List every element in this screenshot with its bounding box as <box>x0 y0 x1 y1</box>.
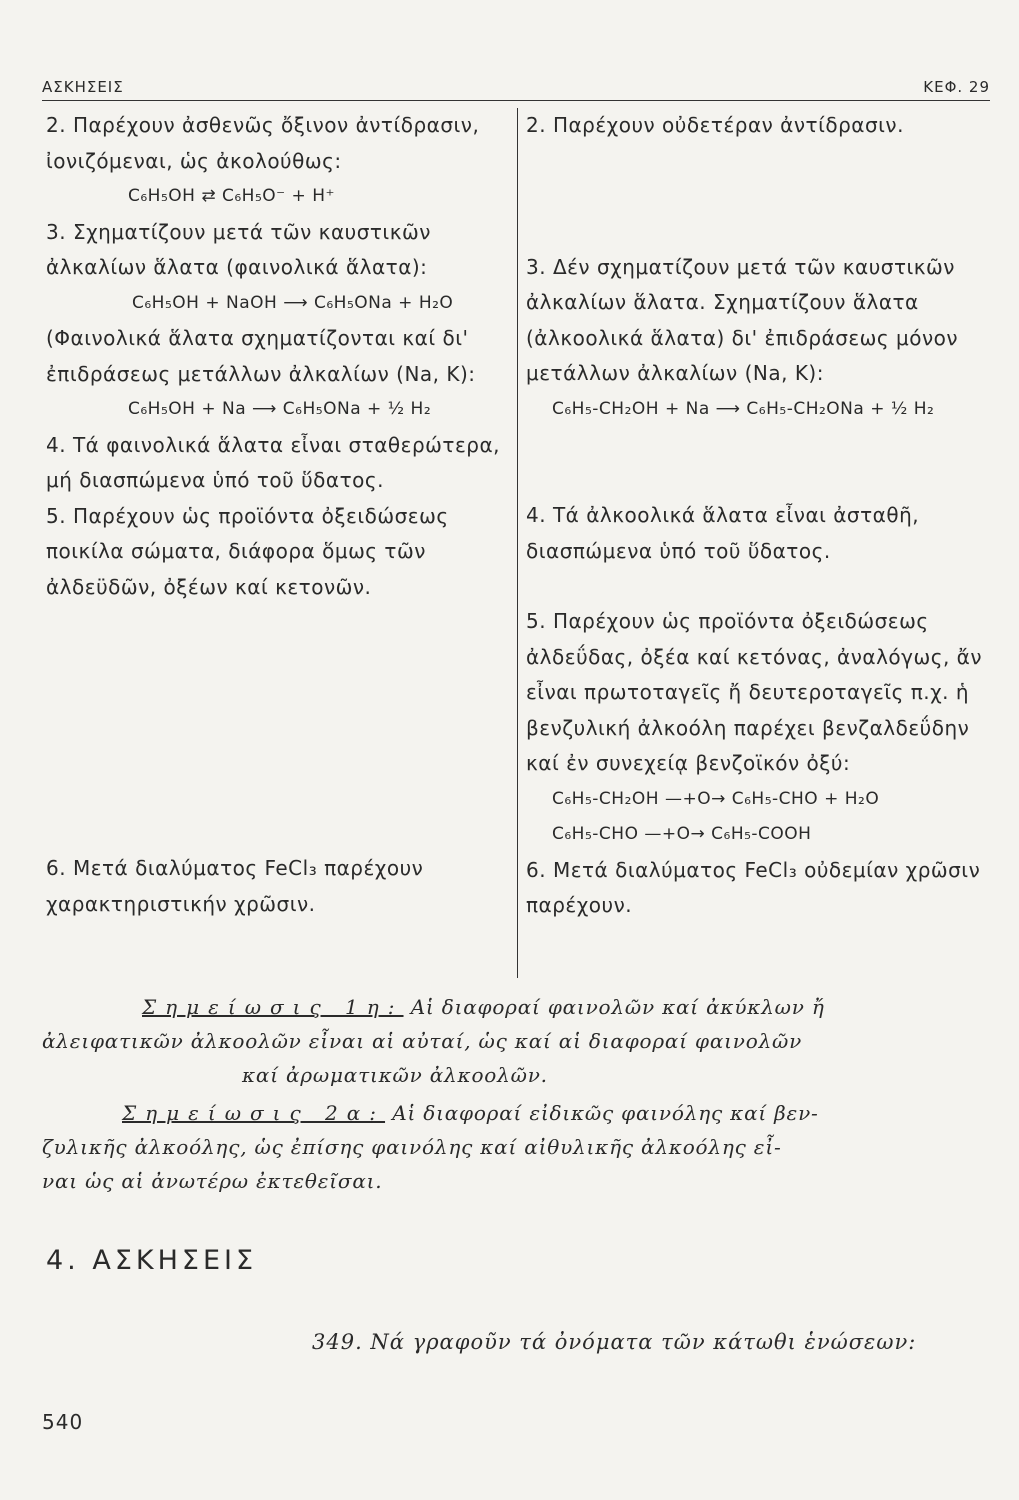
exercise-349: 349. Νά γραφοῦν τά ὀνόματα τῶν κάτωθι ἑνώσεων: <box>312 1330 917 1354</box>
note-2-line-2: ζυλικῆς ἀλκοόλης, ὡς ἐπίσης φαινόλης καί αἰθυλικῆς ἀλκοόλης εἶ- <box>42 1135 782 1159</box>
note-1 <box>42 990 990 1092</box>
header-chapter: ΚΕΦ. 29 <box>923 78 990 96</box>
phenols-point-2: 2. Παρέχουν ἀσθενῶς ὄξινον ἀντίδρασιν, ἰονιζόμεναι, ὡς ἀκολούθως: <box>46 113 480 173</box>
phenols-point-3b: (Φαινολικά ἅλατα σχηματίζονται καί δι' ἐπιδράσεως μετάλλων ἀλκαλίων (Na, K): <box>46 326 476 386</box>
phenols-equation-na: C₆H₅OH + Na ⟶ C₆H₅ONa + ½ H₂ <box>128 399 432 419</box>
note-2 <box>42 1096 990 1198</box>
note-2-line-3: ναι ὡς αἱ ἀνωτέρω ἐκτεθεῖσαι. <box>42 1169 383 1193</box>
alcohols-point-4: 4. Τά ἀλκοολικά ἅλατα εἶναι ἀσταθῆ, διασπώμενα ὑπό τοῦ ὕδατος. <box>526 503 920 563</box>
column-divider <box>517 108 518 978</box>
note-1-line-2: ἀλειφατικῶν ἀλκοολῶν εἶναι αἱ αὐταί, ὡς καί αἱ διαφοραί φαινολῶν <box>42 1029 803 1053</box>
note-2-title: Σημείωσις 2α: <box>122 1101 386 1125</box>
note-1-line-3: καί ἀρωματικῶν ἀλκοολῶν. <box>242 1063 548 1087</box>
header-section-title: ΑΣΚΗΣΕΙΣ <box>42 78 124 96</box>
phenols-point-5: 5. Παρέχουν ὡς προϊόντα ὀξειδώσεως ποικίλα σώματα, διάφορα ὅμως τῶν ἀλδεϋδῶν, ὀξέων καί κετονῶν. <box>46 503 449 599</box>
notes-block <box>42 990 990 1198</box>
phenols-equation-naoh: C₆H₅OH + NaOH ⟶ C₆H₅ONa + H₂O <box>132 292 454 313</box>
alcohols-point-6: 6. Μετά διαλύματος FeCl₃ οὐδεμίαν χρῶσιν παρέχουν. <box>526 857 981 917</box>
alcohols-equation-na: C₆H₅-CH₂OH + Na ⟶ C₆H₅-CH₂ONa + ½ H₂ <box>552 398 935 419</box>
phenols-point-3: 3. Σχηματίζουν μετά τῶν καυστικῶν ἀλκαλίων ἅλατα (φαινολικά ἅλατα): <box>46 219 431 279</box>
phenols-column <box>46 108 508 922</box>
alcohols-point-2: 2. Παρέχουν οὐδετέραν ἀντίδρασιν. <box>526 113 904 137</box>
page-number: 540 <box>42 1410 84 1434</box>
running-header <box>42 78 990 96</box>
alcohols-equation-oxidation-1: C₆H₅-CH₂OH —+O→ C₆H₅-CHO + H₂O <box>552 788 880 809</box>
header-rule <box>42 100 990 101</box>
note-1-line-1: Αἱ διαφοραί φαινολῶν καί ἀκύκλων ἤ <box>410 995 825 1019</box>
section-heading: 4. ΑΣΚΗΣΕΙΣ <box>46 1245 258 1276</box>
phenols-point-6: 6. Μετά διαλύματος FeCl₃ παρέχουν χαρακτηριστικήν χρῶσιν. <box>46 856 424 916</box>
alcohols-column <box>526 108 988 924</box>
note-1-title: Σημείωσις 1η: <box>142 995 404 1019</box>
comparison-columns <box>42 108 990 978</box>
alcohols-point-3: 3. Δέν σχηματίζουν μετά τῶν καυστικῶν ἀλκαλίων ἅλατα. Σχηματίζουν ἅλατα (ἀλκοολικά ἅλατα) δι' ἐπιδράσεως μόνον μετάλλων ἀλκαλίων (Na, K): <box>526 254 959 385</box>
phenols-equation-ionization: C₆H₅OH ⇄ C₆H₅O⁻ + H⁺ <box>128 186 335 206</box>
phenols-point-4: 4. Τά φαινολικά ἅλατα εἶναι σταθερώτερα, μή διασπώμενα ὑπό τοῦ ὕδατος. <box>46 432 501 492</box>
alcohols-equation-oxidation-2: C₆H₅-CHO —+O→ C₆H₅-COOH <box>552 824 812 844</box>
note-2-line-1: Αἱ διαφοραί εἰδικῶς φαινόλης καί βεν- <box>392 1101 819 1125</box>
alcohols-point-5: 5. Παρέχουν ὡς προϊόντα ὀξειδώσεως ἀλδεΰδας, ὀξέα καί κετόνας, ἀναλόγως, ἄν εἶναι πρωτοταγεῖς ἤ δευτεροταγεῖς π.χ. ἡ βενζυλική ἀλκοόλη παρέχει βενζαλδεΰδην καί ἐν συνεχείᾳ βενζοϊκόν ὀξύ: <box>526 609 983 775</box>
